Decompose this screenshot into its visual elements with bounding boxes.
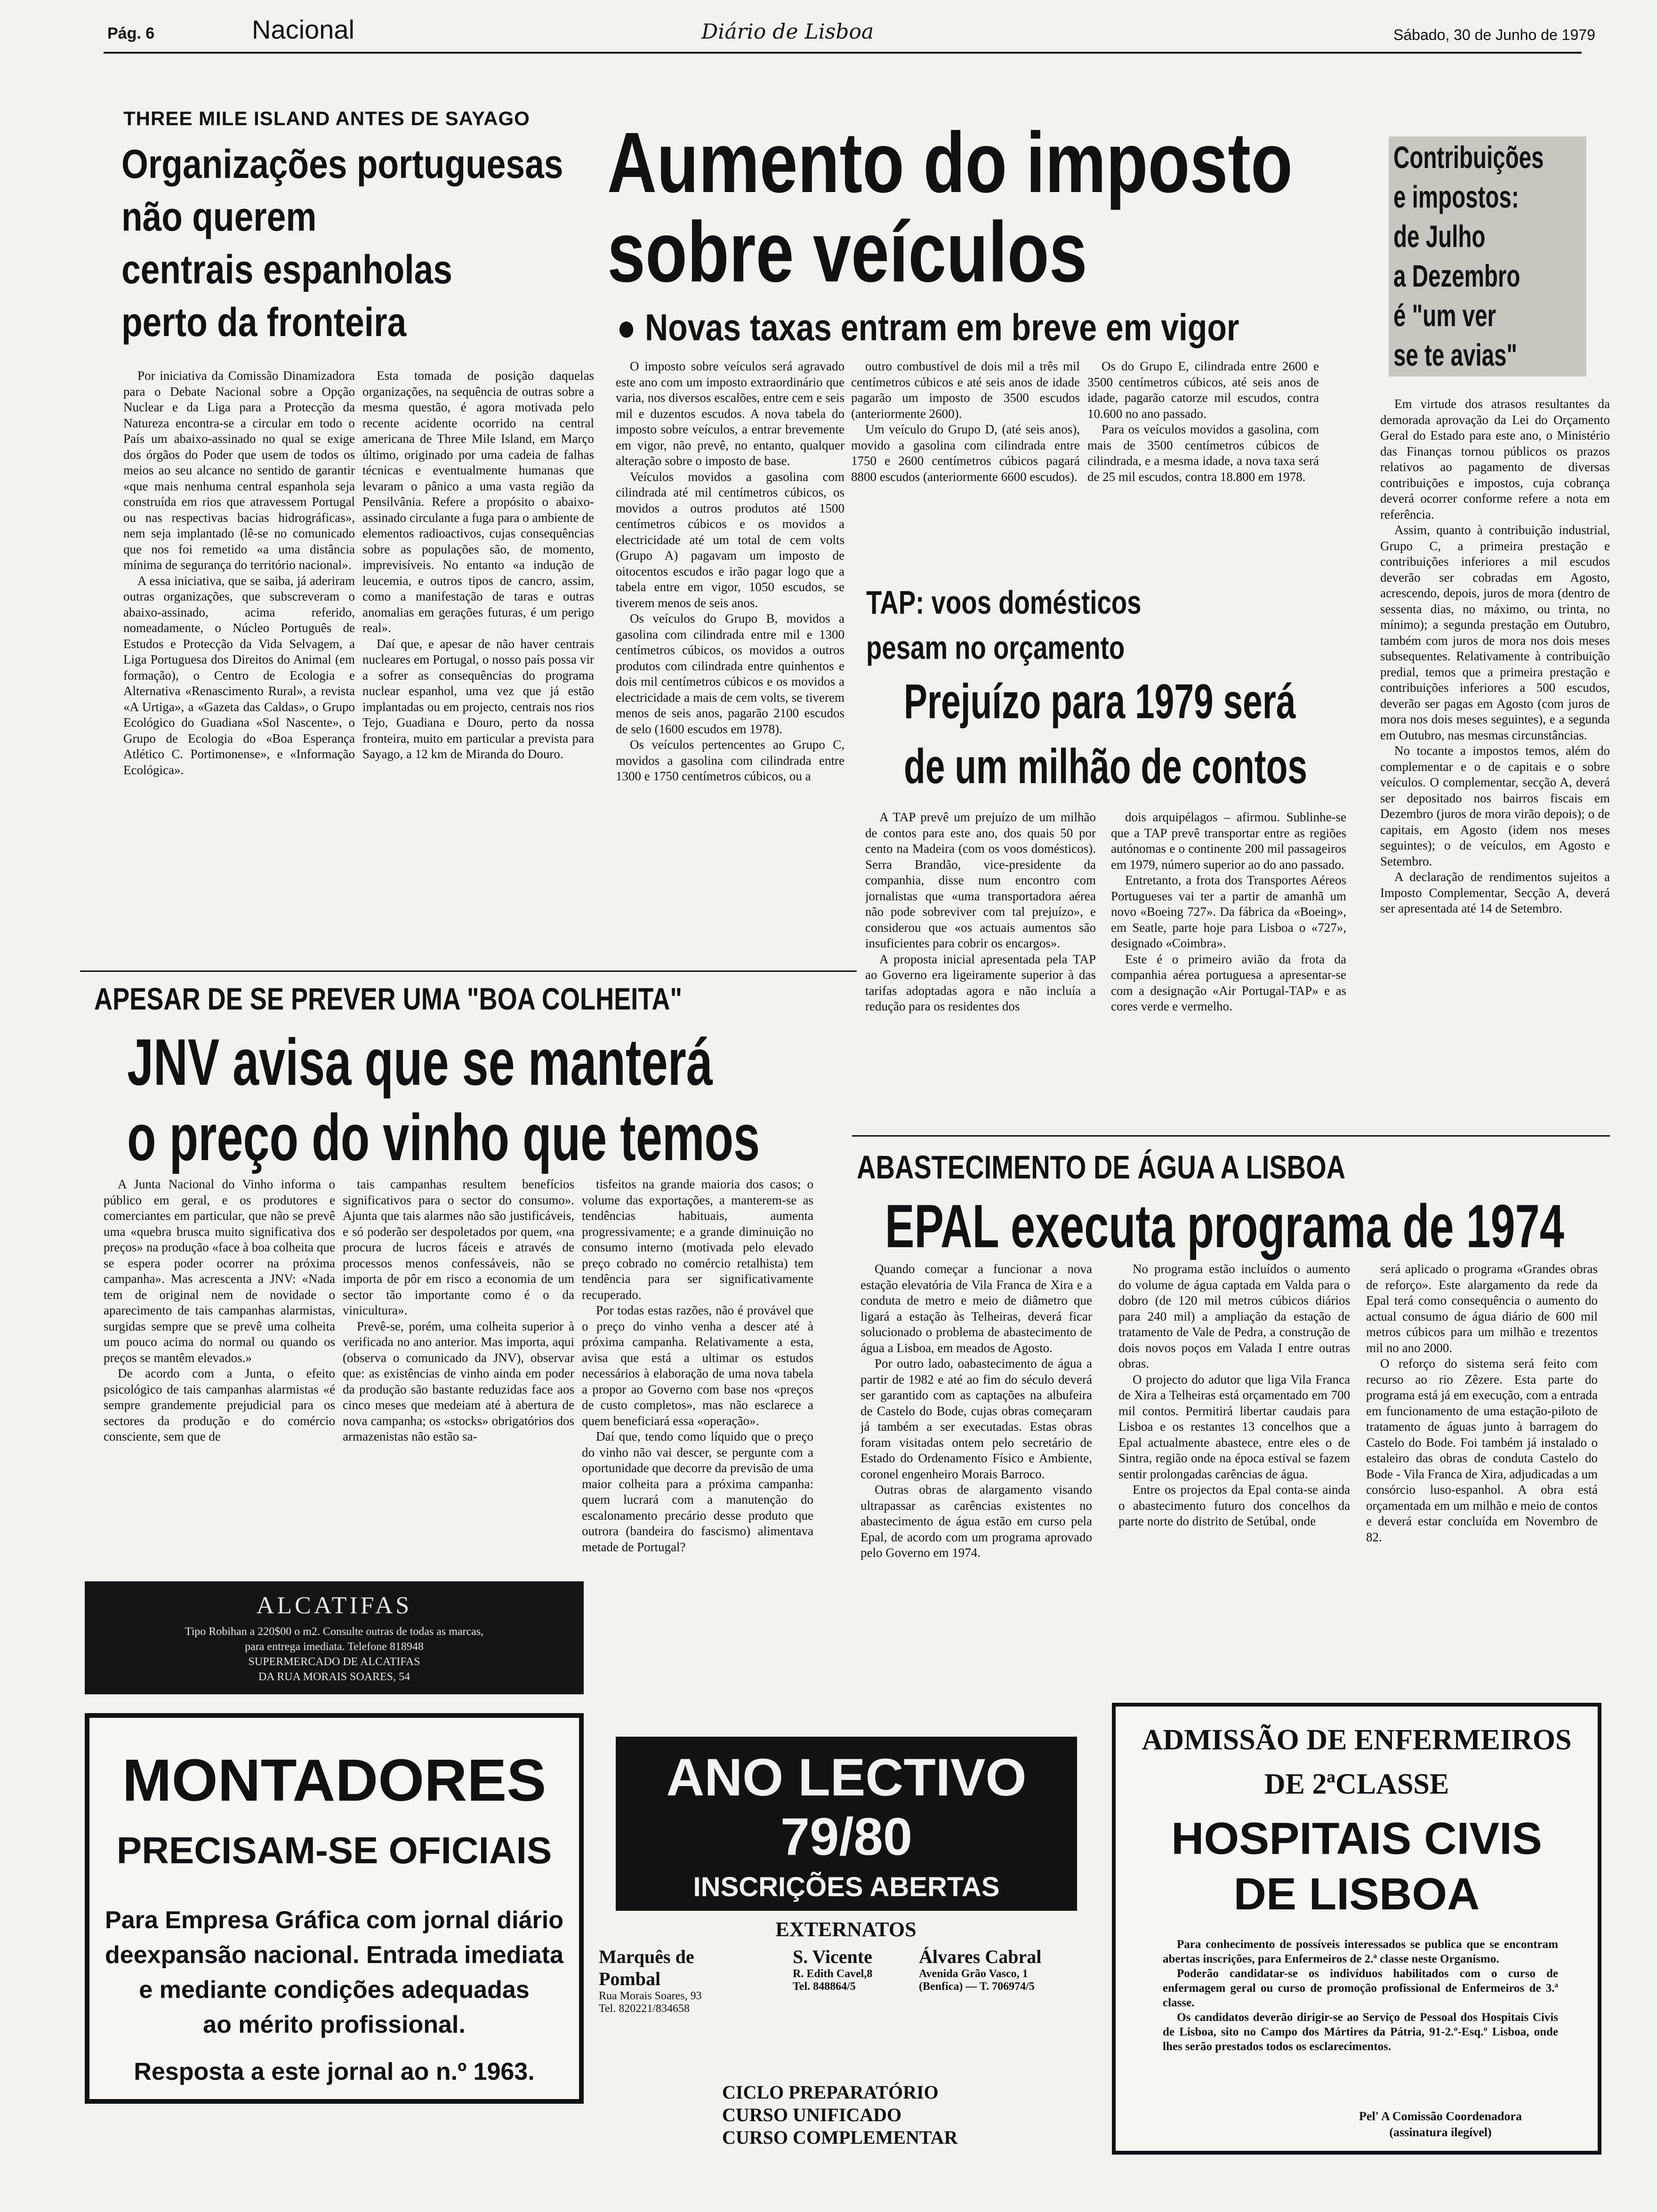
paragraph: Em virtude dos atrasos resultantes da demorada aprovação da Lei do Orçamento Geral do Estado para este ano, o Ministério das Finanças tornou públicos os prazos relativos ao pagamento de diversas contribuições e impostos, cuja cobrança deverá ocorrer conforme refere a nota em referência. (1380, 397, 1610, 521)
paragraph: Quando começar a funcionar a nova estação elevatória de Vila Franca de Xira e a conduta de metro e meio de diâmetro que ligará a estação às Telheiras, deverá ficar solucionado o problema de abastecimento de água a Lisboa, em meados de Agosto. (861, 1262, 1092, 1355)
epal-top-rule (852, 1135, 1610, 1137)
wine-column-3 (582, 1177, 813, 1723)
school-card (599, 1946, 754, 2015)
paragraph: Os veículos do Grupo B, movidos a gasolina com cilindrada entre mil e 1300 centímetros cúbicos, os movidos a outros produtos com cilindrada entre quinhentos e dois mil centímetros cúbicos e os movidos a electricidade a mais de cem volts, se tiverem menos de seis anos, pagarão 2100 escudos de selo (1600 escudos em 1978). (616, 611, 845, 736)
ad-alcatifas-line-1: Tipo Robihan a 220$00 o m2. Consulte outras de todas as marcas, (185, 1626, 484, 1638)
school-phone: Tel. 820221/834658 (599, 2003, 690, 2015)
course-item: CICLO PREPARATÓRIO (722, 2082, 939, 2103)
ad-enfermeiros-title-4: DE LISBOA (1233, 1869, 1480, 1919)
paragraph: Entre os projectos da Epal conta-se ainda o abastecimento futuro dos concelhos da parte norte do distrito de Setúbal, onde (1118, 1483, 1350, 1528)
masthead: Diário de Lisboa (701, 20, 874, 44)
taxes-headline-4: a Dezembro (1393, 258, 1520, 293)
ad-montadores-line-4: ao mérito profissional. (203, 2011, 466, 2038)
ad-montadores-line-3: e mediante condições adequadas (139, 1976, 530, 2004)
ad-enfermeiros-sign-1: Pel' A Comissão Coordenadora (1359, 2109, 1522, 2123)
course-item: CURSO UNIFICADO (722, 2104, 902, 2125)
paragraph: Os do Grupo E, cilindrada entre 2600 e 3500 centímetros cúbicos, até seis anos de idade, pagarão catorze mil escudos, contra 10.600 no ano passado. (1087, 359, 1319, 421)
epal-headline: EPAL executa programa de 1974 (885, 1192, 1564, 1260)
paragraph: tisfeitos na grande maioria dos casos; o volume das exportações, a manterem-se as tendências habituais, aumenta progressivamente; e a grande diminuição no consumo interno (motivada pelo elevado preço cobrado no comércio retalhista) tem tendência para ser significativamente recuperado. (582, 1177, 813, 1302)
header-rule (104, 52, 1582, 54)
ad-externatos-label: EXTERNATOS (775, 1918, 917, 1941)
school-card (919, 1946, 1079, 1993)
school-phone: (Benfica) — T. 706974/5 (919, 1980, 1035, 1993)
paragraph: Daí que, tendo como líquido que o preço do vinho não vai descer, se pergunte com a oportunidade que decorre da previsão de uma maior colheita para a próxima campanha: quem lucrará com a manutenção do escalonamento precário desse produto que outrora (bandeira do fascismo) alimentava metade de Portugal? (582, 1429, 813, 1554)
course-list (722, 2081, 1052, 2149)
epal-column-2 (1118, 1261, 1350, 1675)
ad-enfermeiros-body (1163, 1937, 1558, 2097)
ad-montadores-title: MONTADORES (122, 1747, 547, 1813)
paragraph: Para os veículos movidos a gasolina, com mais de 3500 centímetros cúbicos de cilindrada, e a mesma idade, a nova taxa será de 25 mil escudos, contra 18.800 em 1978. (1087, 422, 1319, 484)
paragraph: será aplicado o programa «Grandes obras de reforço». Este alargamento da rede da Epal terá como consequência o aumento do actual consumo de água diário de 600 mil metros cúbicos para um milhão e trezentos mil no ano 2000. (1366, 1262, 1598, 1355)
taxes-headline-box (1389, 136, 1586, 377)
paragraph: Daí que, e apesar de não haver centrais nucleares em Portugal, o nosso país possa vir a sofrer as consequências do programa nuclear espanhol, uma vez que já estão implantadas ou em projecto, centrais nos rios Tejo, Guadiana e Douro, perto da nossa fronteira, muito em particular a prevista para Sayago, a 12 km de Miranda do Douro. (362, 636, 594, 761)
nuclear-column-1 (123, 368, 355, 961)
ad-enfermeiros-title-3: HOSPITAIS CIVIS (1171, 1813, 1542, 1864)
nuclear-headline-1: Organizações portuguesas (121, 142, 563, 187)
school-name: Álvares Cabral (919, 1946, 1042, 1967)
paragraph: No tocante a impostos temos, além do complementar e o de capitais e o sobre veículos. O complementar, secção A, deverá ser depositado nos bairros fiscais em Dezembro (juros de mora virão depois); o de capitais, em Agosto (idem nos meses seguintes); o de veículos, em Agosto e Setembro. (1380, 744, 1610, 868)
page-number: Pág. 6 (107, 24, 155, 42)
taxes-headline-3: de Julho (1393, 219, 1486, 254)
paragraph: A Junta Nacional do Vinho informa o público em geral, e os produtores e comerciantes em particular, que não se prevê uma «quebra brusca muito significativa dos preços» na produção «face à boa colheita que se espera poder ocorrer na próxima campanha». Mas acrescenta a JNV: «Nada tem de original nem de novidade o aparecimento de tais campanhas alarmistas, surgidas sempre que se prevê uma colheita um pouco acima do normal ou quando os preços se mantêm elevados.» (104, 1177, 335, 1365)
vehicles-column-1 (616, 359, 845, 966)
ad-ano-lectivo-title-2: 79/80 (780, 1807, 913, 1866)
tap-column-1 (865, 809, 1096, 1153)
wine-column-1 (104, 1177, 335, 1544)
paragraph: Este é o primeiro avião da frota da companhia aérea portuguesa a apresentar-se com a designação «Air Portugal-TAP» e as cores verde e vermelho. (1111, 952, 1346, 1013)
ad-alcatifas-line-2: para entrega imediata. Telefone 818948 (245, 1641, 424, 1653)
wine-top-rule (80, 970, 857, 972)
ad-ano-lectivo-title-3: INSCRIÇÕES ABERTAS (693, 1872, 1000, 1902)
paragraph: outro combustível de dois mil a três mil centímetros cúbicos e até seis anos de idade pagarão um imposto de 3500 escudos (anteriormente 2600). (851, 359, 1080, 421)
wine-headline-1: JNV avisa que se manterá (127, 1025, 713, 1099)
paragraph: Prevê-se, porém, uma colheita superior à verificada no ano anterior. Mas importa, aqui (observa o comunicado da JNV), observar que: as existências de vinho ainda em poder da produção são bastante reduzidas face aos cinco meses que medeiam até à abertura de nova campanha; os «stocks» obrigatórios dos armazenistas não estão sa- (343, 1319, 574, 1443)
paragraph: Veículos movidos a gasolina com cilindrada até mil centímetros cúbicos, os movidos a outros produtos até 1500 centímetros cúbicos e os movidos a electricidade até um total de cem volts (Grupo A) pagavam um imposto de oitocentos escudos e irão pagar logo que a tabela entre em vigor, 1050 escudos, se tiverem menos de seis anos. (616, 469, 845, 610)
ad-montadores-line-2: deexpansão nacional. Entrada imediata (105, 1941, 563, 1969)
paragraph: Poderão candidatar-se os indivíduos habilitados com o curso de enfermagem geral ou curso de promoção profissional de Enfermeiros de 3.ª classe. (1163, 1967, 1558, 2009)
nuclear-headline-4: perto da fronteira (121, 300, 407, 345)
paragraph: A proposta inicial apresentada pela TAP ao Governo era ligeiramente superior à das tarifas adoptadas agora e não incluía a redução para os residentes dos (865, 952, 1096, 1013)
paragraph: Outras obras de alargamento visando ultrapassar as carências existentes no abastecimento de água estão em curso pela Epal, de acordo com um programa aprovado pelo Governo em 1974. (861, 1483, 1092, 1560)
school-card (793, 1946, 910, 1993)
vehicles-headline-2: sobre veículos (607, 204, 1087, 300)
course-item: CURSO COMPLEMENTAR (722, 2127, 958, 2148)
school-address: Avenida Grão Vasco, 1 (919, 1968, 1028, 1980)
school-name: S. Vicente (793, 1946, 872, 1967)
tap-headline-1: Prejuízo para 1979 será (904, 674, 1296, 729)
school-name: Marquês de Pombal (599, 1946, 694, 1989)
nuclear-headline-2: não querem (121, 194, 317, 240)
paragraph: Um veículo do Grupo D, (até seis anos), movido a gasolina com cilindrada entre 1750 e 2600 centímetros cúbicos pagará 8800 escudos (anteriormente 6600 escudos). (851, 422, 1080, 484)
tap-kicker-2: pesam no orçamento (866, 629, 1125, 666)
tap-headline-2: de um milhão de contos (904, 739, 1308, 794)
tap-kicker-1: TAP: voos domésticos (866, 584, 1142, 621)
paragraph: De acordo com a Junta, o efeito psicológico de tais campanhas alarmistas «é sempre grandemente prejudicial para os sectores da produção e do comércio consciente, sem que de (104, 1366, 335, 1443)
paragraph: A declaração de rendimentos sujeitos a Imposto Complementar, Secção A, deverá ser apresentada até 14 de Setembro. (1380, 870, 1610, 915)
school-phone: Tel. 848864/5 (793, 1980, 856, 1993)
paragraph: Por outro lado, oabastecimento de água a partir de 1982 e até ao fim do século deverá ser garantido com as captações na albufeira de Castelo do Bode, cujas obras começaram já também a ser executadas. Estas obras foram visitadas ontem pelo secretário de Estado do Ordenamento Físico e Ambiente, coronel engenheiro Morais Barroco. (861, 1356, 1092, 1481)
ad-ano-lectivo-title-1: ANO LECTIVO (666, 1748, 1027, 1807)
paragraph: Os veículos pertencentes ao Grupo C, movidos a gasolina com cilindrada entre 1300 e 1750 centímetros cúbicos, ou a (616, 737, 845, 783)
ad-ano-lectivo-banner (616, 1737, 1077, 1911)
vehicles-headline-1: Aumento do imposto (607, 114, 1293, 210)
wine-kicker: APESAR DE SE PREVER UMA "BOA COLHEITA" (94, 981, 683, 1016)
paragraph: dois arquipélagos – afirmou. Sublinhe-se que a TAP prevê transportar entre as regiões autónomas e o continente 200 mil passageiros em 1979, número superior ao do ano passado. (1111, 810, 1346, 872)
taxes-headline-5: é "um ver (1393, 298, 1496, 333)
paragraph: A TAP prevê um prejuízo de um milhão de contos para este ano, dos quais 50 por cento na Madeira (com os voos domésticos). Serra Brandão, vice-presidente da companhia, disse num encontro com jornalistas que «uma transportadora aérea não pode sobreviver com tal prejuízo», e considerou que «os actuais aumentos são insuficientes para cobrir os encargos». (865, 810, 1096, 950)
school-address: R. Edith Cavel,8 (793, 1968, 873, 1980)
paragraph: Os candidatos deverão dirigir-se ao Serviço de Pessoal dos Hospitais Civis de Lisboa, sito no Campo dos Mártires da Pátria, 91-2.º-Esq.º Lisboa, onde lhes serão prestados todos os esclarecimentos. (1163, 2011, 1558, 2053)
paragraph: No programa estão incluídos o aumento do volume de água captada em Valda para o dobro (de 120 mil metros cúbicos diários para 240 mil) a ampliação da estação de tratamento de Vale de Pedra, a construção de dois novos poços em Valada I entre outras obras. (1118, 1262, 1350, 1370)
ad-montadores-reply: Resposta a este jornal ao n.º 1963. (134, 2058, 535, 2085)
paragraph: O reforço do sistema será feito com recurso ao rio Zêzere. Esta parte do programa está já em execução, com a entrada em funcionamento de uma estação-piloto de tratamento de águas junto à barragem do Castelo do Bode. Foi também já instalado o estaleiro das obras de conduta Castelo do Bode - Vila Franca de Xira, adjudicadas a um consórcio luso-espanhol. A obra está orçamentada em um milhão e meio de contos e deverá estar concluída em Novembro de 82. (1366, 1356, 1598, 1544)
ad-enfermeiros-sign-2: (assinatura ilegível) (1389, 2125, 1492, 2139)
taxes-headline-1: Contribuições (1393, 140, 1544, 175)
ad-montadores (85, 1713, 584, 2104)
epal-kicker: ABASTECIMENTO DE ÁGUA A LISBOA (857, 1149, 1346, 1186)
vehicles-column-3 (1087, 359, 1319, 547)
ad-alcatifas-title: ALCATIFAS (256, 1592, 412, 1619)
paragraph: Por todas estas razões, não é provável que o preço do vinho venha a descer até à próxima campanha. Relativamente a esta, avisa que está a ultimar os estudos necessários à elaboração de uma nova tabela a propor ao Governo com base nos «preços de custo completos», mas não esclarece a quem beneficiará essa «operação». (582, 1303, 813, 1428)
vehicles-column-2 (851, 359, 1080, 547)
paragraph: O imposto sobre veículos será agravado este ano com um imposto extraordinário que varia, nos diversos escalões, entre cem e seis mil e duzentos escudos. A nova tabela do imposto sobre veículos, a entrar brevemente em vigor, não prevê, no entanto, qualquer alteração sobre o imposto de base. (616, 359, 845, 468)
tap-column-2 (1111, 809, 1346, 1153)
ad-enfermeiros (1112, 1703, 1601, 2155)
wine-headline-2: o preço do vinho que temos (127, 1100, 760, 1174)
paragraph: A essa iniciativa, que se saiba, já aderiram outras organizações, que subscreveram o abaixo-assinado, acima referido, nomeadamente, o Núcleo Português de Estudos e Protecção da Vida Selvagem, a Liga Portuguesa dos Direitos do Animal (em formação), o Centro de Ecologia e Alternativa «Renascimento Rural», a revista «A Urtiga», a «Gazeta das Caldas», o Grupo Ecológico do Guadiana «Sol Nascente», o Grupo de Ecologia do «Boa Esperança Atlético C. Portimonense», e «Informação Ecológica». (123, 573, 355, 777)
ad-montadores-line-1: Para Empresa Gráfica com jornal diário (105, 1907, 563, 1934)
issue-date: Sábado, 30 de Junho de 1979 (1393, 26, 1595, 43)
taxes-column (1380, 396, 1610, 1130)
ad-enfermeiros-title-2: DE 2ªCLASSE (1264, 1768, 1449, 1800)
wine-column-2 (343, 1177, 574, 1553)
paragraph: Assim, quanto à contribuição industrial, Grupo C, a primeira prestação e contribuições inferiores a mil escudos deverão ser cobradas em Agosto, acrescendo, depois, juros de mora (dentro de sessenta dias, no máximo, ou trinta, no mínimo); a segunda prestação em Outubro, também com juros de mora nos dois meses subsequentes. Relativamente à contribuição predial, temos que a primeira prestação e contribuições inferiores a 500 escudos, deverão ser pagas em Agosto (com juros de mora nos dois meses seguintes), e a segunda em Outubro, nas mesmas circunstâncias. (1380, 523, 1610, 742)
school-address: Rua Morais Soares, 93 (599, 1990, 702, 2002)
nuclear-kicker: THREE MILE ISLAND ANTES DE SAYAGO (123, 107, 530, 129)
ad-enfermeiros-title-1: ADMISSÃO DE ENFERMEIROS (1142, 1724, 1572, 1756)
paragraph: Entretanto, a frota dos Transportes Aéreos Portugueses vai ter a partir de amanhã um novo «Boeing 727». Da fábrica da «Boeing», em Seatle, parte hoje para Lisboa o «727», designado «Coimbra». (1111, 873, 1346, 950)
taxes-headline-2: e impostos: (1393, 179, 1519, 214)
taxes-headline-6: se te avias" (1393, 337, 1517, 372)
ad-montadores-subtitle: PRECISAM-SE OFICIAIS (116, 1829, 552, 1871)
page-header (0, 0, 1657, 56)
ad-ano-lectivo (599, 1737, 1093, 2184)
nuclear-column-2 (362, 368, 594, 961)
nuclear-headline-3: centrais espanholas (121, 247, 452, 292)
vehicles-subhead: ● Novas taxas entram em breve em vigor (617, 306, 1239, 348)
paragraph: Esta tomada de posição daquelas organizações, na sequência de outras sobre a mesma questão, é agora motivada pelo recente acidente ocorrido na central americana de Three Mile Island, em Março último, originado por uma cadeia de falhas técnicas e eventualmente humanas que levaram o pânico a uma vasta região da Pensilvânia. Refere a propósito o abaixo-assinado circulante a fuga para o ambiente de elementos radioactivos, cujas consequências sobre as populações são, de momento, imprevisíveis. No entanto «a indução de leucemia, e outros tipos de cancro, assim, como a manifestação de taras e outras anomalias em gerações futuras, é um perigo real». (362, 369, 594, 635)
paragraph: Para conhecimento de possíveis interessados se publica que se encontram abertas inscrições, para Enfermeiros de 2.ª classe neste Organismo. (1163, 1938, 1558, 1965)
epal-column-3 (1366, 1261, 1598, 1675)
paragraph: O projecto do adutor que liga Vila Franca de Xira a Telheiras está orçamentado em 700 mil contos. Permitirá libertar caudais para Lisboa e os restantes 13 concelhos que a Epal actualmente abastece, entre eles o de Sintra, região onde na época estival se fazem sentir prolongadas carências de água. (1118, 1372, 1350, 1481)
epal-column-1 (861, 1261, 1092, 1732)
ad-alcatifas-line-3: SUPERMERCADO DE ALCATIFAS (248, 1656, 420, 1668)
ad-alcatifas (85, 1581, 584, 1694)
ad-alcatifas-line-4: DA RUA MORAIS SOARES, 54 (258, 1671, 410, 1683)
section-name: Nacional (252, 15, 354, 44)
paragraph: Por iniciativa da Comissão Dinamizadora para o Debate Nacional sobre a Opção Nuclear e da Liga para a Protecção da Natureza encontra-se a circular em todo o País um abaixo-assinado no qual se exige dos órgãos do Poder que usem de todos os meios ao seu alcance no sentido de garantir «que mais nenhuma central espanhola seja construída em rios que atravessem Portugal ou nas respectivas bacias hidrográficas», nem seja implantado (lê-se no comunicado que nos foi remetido «a uma distância mínima de segurança do território nacional». (123, 369, 355, 572)
paragraph: tais campanhas resultem benefícios significativos para o sector do consumo». Ajunta que tais alarmes não são justificáveis, e só poderão ser despoletados por quem, «na procura de lucros fáceis e através de processos menos confessáveis, não se importa de pôr em risco a economia de um sector tão importante como é o da vinicultura». (343, 1177, 574, 1317)
